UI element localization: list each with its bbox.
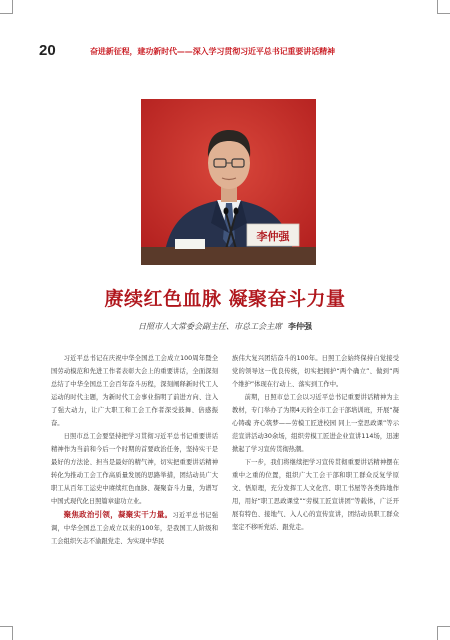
section-subheading: 聚焦政治引领，凝聚实干力量。 [63,510,173,519]
paragraph: 前期，日照市总工会以习近平总书记重要讲话精神为主教材，专门举办了为期4天的全市工会干部培训班，开展“凝心铸魂 齐心筑梦——劳模工匠进校园 同上一堂思政课”等示范宣讲活动30余场，组织劳模工匠进企业宣讲114场，迅速掀起了学习宣传贯彻热潮。 [232,394,399,453]
crop-mark [438,13,450,14]
paragraph-text: 习近平总书记强调，中华全国总工会成立以来的100年，是我国工人阶级和工会组织矢志不渝跟党走、为实现中华民 [51,512,219,545]
running-head: 奋进新征程，建功新时代——深入学习贯彻习近平总书记重要讲话精神 [90,47,335,56]
paragraph: 习近平总书记在庆祝中华全国总工会成立100周年暨全国劳动模范和先进工作者表彰大会上的重要讲话，全面深刻总结了中华全国总工会百年奋斗历程，深刻阐释新时代工人运动的时代主题，为新时代工会事业指明了前进方向、注入了强大动力，让广大职工和工会工作者深受鼓舞、倍感振奋。 [51,355,218,427]
paragraph: 日照市总工会要坚持把学习贯彻习近平总书记重要讲话精神作为当前和今后一个时期的首要政治任务，坚持实干是最好的方法论、担当是最好的精气神，切实把重要讲话精神转化为推动工会工作高质量发展的思路举措，团结动员广大职工从百年工运史中赓续红色血脉、凝聚奋斗力量，为谱写中国式现代化日照篇章建功立业。 [51,433,218,505]
paragraph [51,508,218,548]
crop-mark [438,626,450,627]
text-column-right [232,352,399,534]
paragraph: 下一步，我们将继续把学习宣传贯彻重要讲话精神摆在重中之重的位置，组织广大工会干部和职工群众反复学原文、悟原理，充分发挥工人文化宫、职工书屋等各类阵地作用，用好“职工思政课堂”“劳模工匠宣讲团”等载体，广泛开展有特色、接地气、入人心的宣传宣讲，团结动员职工群众坚定不移听党话、跟党走。 [232,459,399,531]
article-title: 赓续红色血脉 凝聚奋斗力量 [104,288,346,310]
crop-mark [12,626,13,640]
crop-mark [437,626,438,640]
byline [0,321,450,332]
author-name: 李仲强 [288,322,312,331]
crop-mark [0,626,12,627]
paragraph: 族伟大复兴团结奋斗的100年。日照工会始终保持自觉接受党的领导这一优良传统，切实把拥护“两个确立”、做到“两个维护”体现在行动上、落实到工作中。 [232,355,399,388]
author-role: 日照市人大常委会副主任、市总工会主席 [138,322,282,331]
nameplate-text: 李仲强 [256,230,290,243]
portrait-illustration [141,99,316,265]
crop-mark [437,0,438,14]
crop-mark [12,0,13,14]
text-column-left [51,352,218,548]
page-number: 20 [39,42,56,59]
crop-mark [0,13,12,14]
portrait-photo [141,99,316,265]
